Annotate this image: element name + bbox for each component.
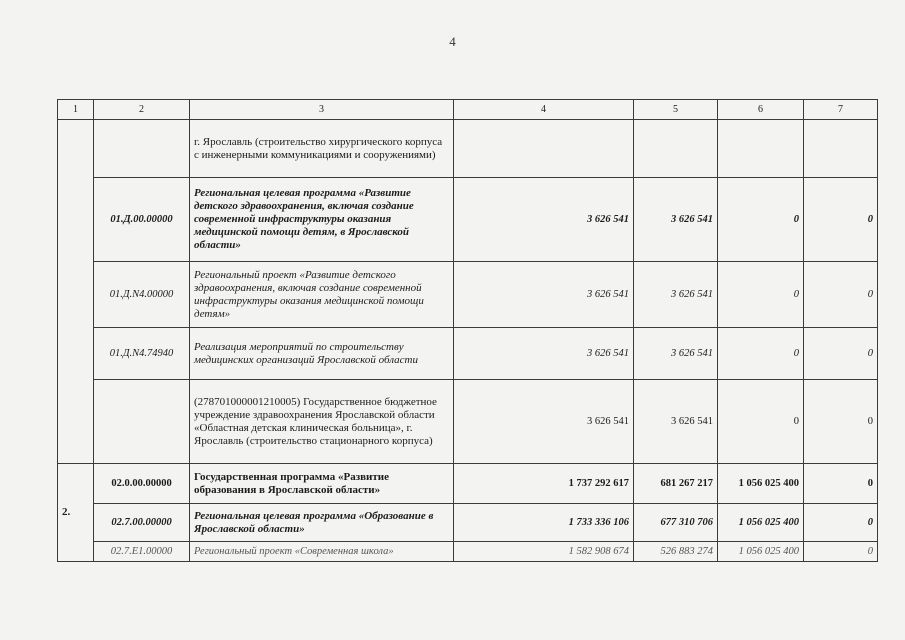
col5-cell: 681 267 217 (634, 464, 718, 504)
col7-cell: 0 (804, 328, 878, 380)
code-cell: 02.0.00.00000 (94, 464, 190, 504)
col6-cell (718, 120, 804, 178)
col4-cell: 3 626 541 (454, 178, 634, 262)
col5-cell: 3 626 541 (634, 178, 718, 262)
col4-cell: 1 733 336 106 (454, 504, 634, 542)
header-cell: 6 (718, 100, 804, 120)
code-cell: 01.Д.00.00000 (94, 178, 190, 262)
table-header-row (58, 100, 878, 120)
name-cell: (278701000001210005) Государственное бюджетное учреждение здравоохранения Ярославской области «Областная детская клиническая больница», г. Ярославль (строительство стационарного корпуса) (190, 380, 454, 464)
name-cell: Реализация мероприятий по строительству медицинских организаций Ярославской области (190, 328, 454, 380)
name-cell: г. Ярославль (строительство хирургического корпуса с инженерными коммуникациями и сооружениями) (190, 120, 454, 178)
header-cell: 7 (804, 100, 878, 120)
name-cell: Региональная целевая программа «Развитие детского здравоохранения, включая создание современной инфраструктуры оказания медицинской помощи детям, в Ярославской области» (190, 178, 454, 262)
row-index-cell: 2. (58, 464, 94, 562)
table-row (58, 328, 878, 380)
col4-cell (454, 120, 634, 178)
header-cell: 5 (634, 100, 718, 120)
col5-cell: 3 626 541 (634, 262, 718, 328)
code-cell: 02.7.00.00000 (94, 504, 190, 542)
table-row (58, 504, 878, 542)
name-cell: Региональный проект «Современная школа» (190, 542, 454, 562)
col7-cell: 0 (804, 178, 878, 262)
header-cell: 1 (58, 100, 94, 120)
col7-cell: 0 (804, 262, 878, 328)
name-cell: Государственная программа «Развитие образования в Ярославской области» (190, 464, 454, 504)
col5-cell: 677 310 706 (634, 504, 718, 542)
code-cell: 01.Д.N4.74940 (94, 328, 190, 380)
budget-table (57, 99, 878, 562)
col7-cell: 0 (804, 464, 878, 504)
col5-cell: 526 883 274 (634, 542, 718, 562)
page-number: 4 (449, 34, 456, 49)
col6-cell: 1 056 025 400 (718, 542, 804, 562)
col7-cell: 0 (804, 542, 878, 562)
col4-cell: 3 626 541 (454, 380, 634, 464)
col6-cell: 0 (718, 262, 804, 328)
col7-cell: 0 (804, 504, 878, 542)
code-cell: 01.Д.N4.00000 (94, 262, 190, 328)
col5-cell: 3 626 541 (634, 328, 718, 380)
header-cell: 3 (190, 100, 454, 120)
col7-cell: 0 (804, 380, 878, 464)
table-row (58, 120, 878, 178)
col6-cell: 1 056 025 400 (718, 504, 804, 542)
code-cell: 02.7.E1.00000 (94, 542, 190, 562)
header-cell: 4 (454, 100, 634, 120)
col5-cell: 3 626 541 (634, 380, 718, 464)
col5-cell (634, 120, 718, 178)
name-cell: Региональная целевая программа «Образование в Ярославской области» (190, 504, 454, 542)
header-cell: 2 (94, 100, 190, 120)
col4-cell: 1 582 908 674 (454, 542, 634, 562)
table-row (58, 542, 878, 562)
table-row (58, 178, 878, 262)
col6-cell: 1 056 025 400 (718, 464, 804, 504)
col7-cell (804, 120, 878, 178)
col6-cell: 0 (718, 178, 804, 262)
col4-cell: 3 626 541 (454, 262, 634, 328)
table-row (58, 380, 878, 464)
col4-cell: 1 737 292 617 (454, 464, 634, 504)
code-cell (94, 120, 190, 178)
table-row (58, 464, 878, 504)
row-index-cell (58, 120, 94, 464)
table-row (58, 262, 878, 328)
col6-cell: 0 (718, 328, 804, 380)
name-cell: Региональный проект «Развитие детского здравоохранения, включая создание современной инфраструктуры оказания медицинской помощи детям» (190, 262, 454, 328)
code-cell (94, 380, 190, 464)
col6-cell: 0 (718, 380, 804, 464)
col4-cell: 3 626 541 (454, 328, 634, 380)
